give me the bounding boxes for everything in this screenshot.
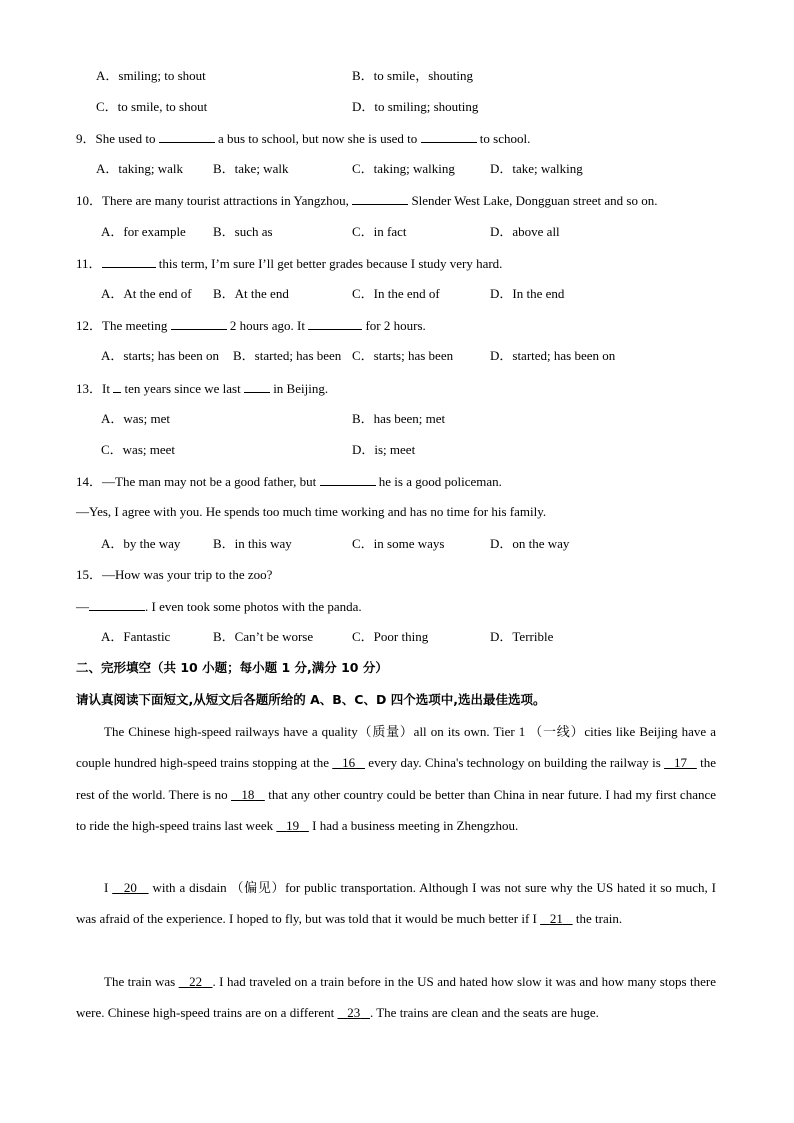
- answer-blank: [352, 192, 408, 205]
- blank-20: 20: [123, 880, 137, 895]
- blank-21: 21: [549, 911, 563, 927]
- q14-option-b: B．in this way: [213, 536, 292, 551]
- q10-option-b: B．such as: [213, 224, 273, 239]
- blank-16: 16: [342, 755, 356, 771]
- q11-stem: 11． this term, I’m sure I’ll get better grades because I study very hard.: [76, 256, 503, 271]
- q12-option-d: D．started; has been on: [490, 348, 616, 363]
- q9-option-b: B．take; walk: [213, 161, 289, 176]
- q10-option-c: C．in fact: [352, 224, 407, 239]
- blank-23: 23: [347, 1005, 361, 1021]
- answer-blank: [159, 130, 215, 143]
- q8-option-b: B．to smile，shouting: [352, 68, 473, 83]
- blank-17: 17: [673, 755, 687, 771]
- answer-blank: [320, 473, 376, 486]
- q12-option-b: B．started; has been: [233, 348, 342, 363]
- q12-option-c: C．starts; has been: [352, 348, 454, 363]
- answer-blank: [171, 317, 227, 330]
- q15-option-a: A．Fantastic: [101, 629, 171, 644]
- q10-option-d: D．above all: [490, 224, 560, 239]
- q8-option-a: A．smiling; to shout: [96, 68, 206, 83]
- q14-option-a: A．by the way: [101, 536, 181, 551]
- q15-reply: — . I even took some photos with the panda.: [76, 599, 362, 614]
- blank-19: 19: [286, 817, 300, 833]
- q8-option-c: C．to smile, to shout: [96, 99, 208, 114]
- answer-blank: [421, 130, 477, 143]
- q13-option-b: B．has been; met: [352, 411, 446, 426]
- q8-option-d: D．to smiling; shouting: [352, 99, 479, 114]
- q11-option-d: D．In the end: [490, 286, 565, 301]
- passage-paragraph-2: I 20 with a disdain （偏见）for public transportation. Although I was not sure why the US hated it so much, I was afraid of the experience. I hoped to fly, but was told that it would be much better if I 21 the train.: [76, 880, 716, 927]
- answer-blank: [102, 255, 156, 268]
- answer-blank: [89, 598, 145, 611]
- q15-option-b: B．Can’t be worse: [213, 629, 314, 644]
- passage-paragraph-1: The Chinese high-speed railways have a quality（质量）all on its own. Tier 1 （一线）cities like Beijing have a couple hundred high-speed trains stopping at the 16 every day. China's technology on building the railway is 17 the rest of the world. There is no 18 that any other country could be better than China in near future. I had my first chance to ride the high-speed trains last week 19 I had a business meeting in Zhengzhou.: [76, 724, 717, 833]
- q11-option-b: B．At the end: [213, 286, 289, 301]
- q15-option-d: D．Terrible: [490, 629, 554, 644]
- q9-option-d: D．take; walking: [490, 161, 583, 176]
- blank-18: 18: [241, 786, 255, 802]
- q11-option-c: C．In the end of: [352, 286, 440, 301]
- q15-option-c: C．Poor thing: [352, 629, 429, 644]
- answer-blank: [244, 380, 270, 393]
- section-title: 二、完形填空（共 10 小题；每小题 1 分,满分 10 分）: [76, 660, 388, 675]
- q13-stem: 13．It ten years since we last in Beijing.: [76, 381, 329, 396]
- q9-option-c: C．taking; walking: [352, 161, 455, 176]
- q13-option-c: C．was; meet: [101, 442, 176, 457]
- q10-stem: 10．There are many tourist attractions in Yangzhou, Slender West Lake, Dongguan street and so on.: [76, 193, 658, 208]
- q12-stem: 12．The meeting 2 hours ago. It for 2 hours.: [76, 318, 426, 333]
- q13-option-d: D．is; meet: [352, 442, 416, 457]
- q11-option-a: A．At the end of: [101, 286, 192, 301]
- section-instruction: 请认真阅读下面短文,从短文后各题所给的 A、B、C、D 四个选项中,选出最佳选项。: [76, 692, 546, 707]
- q9-option-a: A．taking; walk: [96, 161, 184, 176]
- blank-22: 22: [189, 974, 203, 989]
- answer-blank: [308, 317, 362, 330]
- q9-stem: 9．She used to a bus to school, but now she is used to to school.: [76, 131, 531, 146]
- q14-stem: 14．—The man may not be a good father, but he is a good policeman.: [76, 474, 502, 489]
- q14-option-c: C．in some ways: [352, 536, 445, 551]
- q14-option-d: D．on the way: [490, 536, 570, 551]
- answer-blank: [113, 380, 121, 393]
- q15-stem: 15．—How was your trip to the zoo?: [76, 567, 273, 582]
- passage-paragraph-3: The train was 22 . I had traveled on a train before in the US and hated how slow it was and how many stops there were. Chinese high-speed trains are on a different 23 . The trains are clean and the seats are huge.: [76, 974, 716, 1021]
- q12-option-a: A．starts; has been on: [101, 348, 220, 363]
- q14-reply: —Yes, I agree with you. He spends too much time working and has no time for his family.: [76, 504, 547, 519]
- q13-option-a: A．was; met: [101, 411, 170, 426]
- q10-option-a: A．for example: [101, 224, 186, 239]
